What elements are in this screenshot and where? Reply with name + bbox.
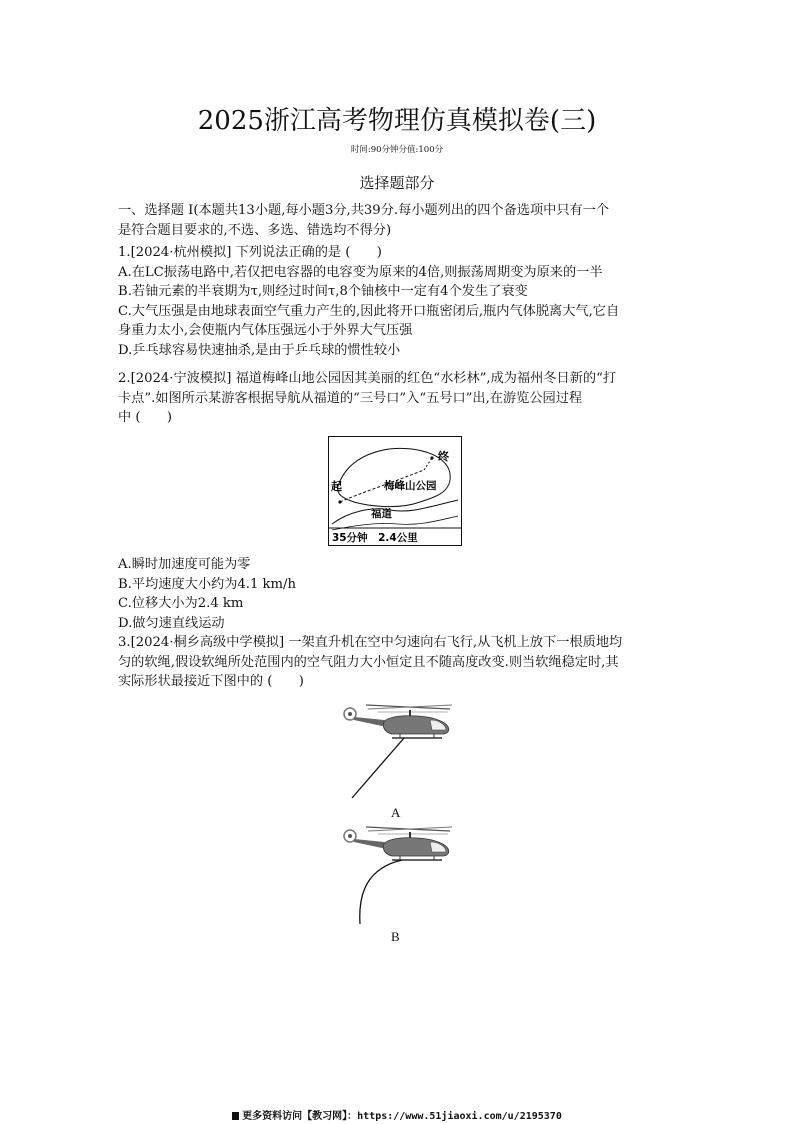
- rope-curved: [360, 860, 402, 924]
- helicopter-figure-b: [338, 822, 458, 928]
- question-stem: 卡点”.如图所示某游客根据导航从福道的“三号口”入“五号口”出,在游览公园过程: [118, 390, 583, 406]
- option-d: D.做匀速直线运动: [118, 615, 225, 631]
- option-c: C.位移大小为2.4 km: [118, 596, 244, 611]
- option-b: B.若铀元素的半衰期为τ,则经过时间τ,8个铀核中一定有4个发生了衰变: [118, 284, 528, 299]
- question-2: [118, 369, 678, 428]
- park-label: 梅峰山公园: [384, 480, 437, 492]
- flag-icon: [232, 1112, 239, 1120]
- question-stem: 3.[2024·桐乡高级中学模拟] 一架直升机在空中匀速向右飞行,从飞机上放下一根质地均: [118, 635, 623, 650]
- figure-label-b: B: [391, 929, 400, 944]
- question-stem: 中 ( ): [118, 410, 173, 425]
- road-label: 福道: [371, 508, 392, 520]
- exam-meta: 时间:90分钟分值:100分: [350, 145, 444, 155]
- question-2-options: [118, 555, 678, 633]
- footer-link-text[interactable]: 更多资料访问【教习网】：https://www.51jiaoxi.com/u/2195370: [242, 1111, 562, 1122]
- option-a: A.瞬时加速度可能为零: [118, 557, 251, 572]
- intro-line: 一、选择题 Ⅰ(本题共13小题,每小题3分,共39分.每小题列出的四个备选项中只有一个: [118, 203, 610, 218]
- question-stem: 2.[2024·宁波模拟] 福道梅峰山地公园因其美丽的红色“水杉林”,成为福州冬日新的“打: [118, 371, 617, 386]
- intro-line: 是符合题目要求的,不选、多选、错选均不得分): [118, 222, 392, 238]
- map-caption: 35分钟 2.4公里: [332, 532, 418, 544]
- page-title: 2025浙江高考物理仿真模拟卷(三): [197, 106, 597, 136]
- helicopter-icon: [344, 705, 452, 738]
- question-stem: 1.[2024·杭州模拟] 下列说法正确的是 ( ): [118, 245, 382, 260]
- rope-straight: [352, 738, 404, 798]
- section-title: 选择题部分: [359, 174, 435, 192]
- end-label: 终: [438, 450, 449, 463]
- figure-label-a: A: [391, 805, 401, 820]
- option-a: A.在LC振荡电路中,若仅把电容器的电容变为原来的4倍,则振荡周期变为原来的一半: [118, 264, 603, 280]
- helicopter-icon: [344, 827, 452, 860]
- option-c-cont: 身重力太小,会使瓶内气体压强远小于外界大气压强: [118, 323, 413, 338]
- question-stem: 匀的软绳,假设软绳所处范围内的空气阻力大小恒定且不随高度改变.则当软绳稳定时,其: [118, 654, 619, 670]
- option-d: D.乒乓球容易快速抽杀,是由于乒乓球的惯性较小: [118, 342, 401, 358]
- end-dot: [430, 456, 433, 459]
- intro-block: [118, 201, 678, 240]
- question-1: [118, 243, 678, 360]
- question-3: [118, 633, 678, 692]
- option-b: B.平均速度大小约为4.1 km/h: [118, 576, 296, 592]
- start-label: 起: [331, 480, 342, 493]
- start-dot: [338, 500, 341, 503]
- footer: [0, 1107, 794, 1122]
- option-c: C.大气压强是由地球表面空气重力产生的,因此将开口瓶密闭后,瓶内气体脱离大气,它自: [118, 303, 620, 319]
- route-map-figure: [328, 436, 462, 546]
- helicopter-figure-a: [338, 700, 458, 804]
- question-stem: 实际形状最接近下图中的 ( ): [118, 674, 304, 689]
